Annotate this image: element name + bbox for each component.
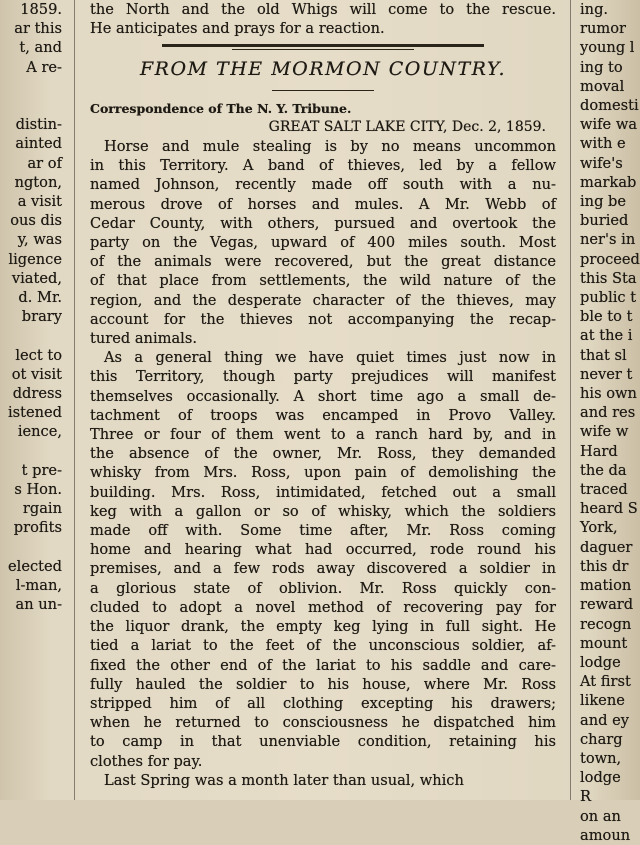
text-line: ar this [14,20,62,38]
article-body [82,137,564,790]
text-line: Three or four of them went to a ranch hard by, and in [90,426,556,444]
text-line: and ey [580,711,629,729]
text-line: rgain [22,500,62,518]
main-column [82,0,564,790]
text-line: ing. [580,1,609,18]
text-line: R [580,788,591,806]
text-line: s Hon. [14,481,62,499]
text-line [0,77,66,96]
text-line: Last Spring was a month later than usual, which [104,771,464,789]
text-line: reward [580,596,634,614]
text-line: ous dis [10,212,62,230]
text-line: with e [580,135,626,153]
text-line: ner's in [580,231,636,249]
text-line: themselves occasionally. A short time ago a small de- [90,387,556,405]
text-line: in this Territory. A band of thieves, led by a fellow [90,157,556,175]
text-line: the da [580,461,627,479]
text-line: proceed [580,250,640,268]
text-line: ainted [15,135,62,153]
text-line [0,96,66,115]
text-line: cluded to adopt a novel method of recovering pay for [90,598,556,616]
text-line: markab [580,173,637,191]
text-line: rumor [580,20,626,38]
text-line: young l [580,39,635,57]
text-line: distin- [15,116,62,134]
text-line: that sl [580,346,627,364]
text-line: elected [8,557,62,575]
correspondence-line: Correspondence of The N. Y. Tribune. [90,100,352,116]
text-line: account for the thieves not accompanying the recap- [90,310,556,328]
right-column [576,0,640,845]
text-line: town, [580,749,622,767]
text-line: ience, [17,423,62,441]
text-line: the absence of the owner, Mr. Ross, they demanded [90,445,556,463]
text-line: of the animals were recovered, but the great distance [90,253,556,271]
column-rule [74,0,75,800]
text-line: He anticipates and prays for a reaction. [90,20,385,38]
text-line: ngton, [14,173,62,191]
text-line: public t [580,289,637,307]
text-line: domesti [580,97,639,115]
text-line: whisky from Mrs. Ross, upon pain of demolishing the [90,464,556,482]
text-line: ble to t [580,308,633,326]
text-line: istened [7,404,62,422]
text-line: lect to [15,346,62,364]
text-line: on an [580,807,621,825]
text-line: moval [580,77,625,95]
paragraph [82,137,564,348]
text-line: Cedar County, with others, pursued and overtook the [90,214,556,232]
text-line: home and hearing what had occurred, rode round his [90,541,556,559]
text-line: the liquor drank, the empty keg lying in full sight. He [90,618,556,636]
text-line: d. Mr. [18,289,62,307]
text-line: l-man, [15,577,62,595]
text-line: named Johnson, recently made off south with a nu- [90,176,556,194]
text-line: amoun [580,826,631,844]
text-line: heard S [580,500,638,518]
text-line: never t [580,365,633,383]
headline-rule [272,90,374,91]
text-line: York, [580,519,618,537]
left-column [0,0,66,615]
text-line: tured animals. [90,330,197,348]
text-line: party on the Vegas, upward of 400 miles south. Most [90,234,556,252]
text-line: of that place from settlements, the wild nature of the [90,272,556,290]
text-line: and res [580,404,636,422]
text-line: merous drove of horses and mules. A Mr. Webb of [90,195,556,213]
paragraph [82,771,564,790]
text-line: ot visit [11,365,62,383]
text-line: traced [580,481,628,499]
text-line: buried [580,212,629,230]
paragraph [82,348,564,770]
text-line: an un- [15,596,62,614]
text-line: ar of [27,154,62,172]
text-line: brary [21,308,62,326]
column-rule [570,0,571,800]
intro-text [82,0,564,38]
text-line: charg [580,730,623,748]
text-line: wife w [580,423,629,441]
text-line: wife's [580,154,623,172]
text-line: at the i [580,327,633,345]
text-line: his own [580,385,637,403]
text-line: lodge [580,769,621,787]
text-line: mount [580,634,628,652]
text-line: made off with. Some time after, Mr. Ross coming [90,522,556,540]
text-line: viated, [11,269,62,287]
text-line: ing to [580,58,623,76]
text-line: keg with a gallon or so of whisky, which the soldiers [90,502,556,520]
text-line [0,326,66,345]
text-line: this dr [580,557,629,575]
text-line: this Territory, though party prejudices will manifest [90,368,556,386]
text-line: the North and the old Whigs will come to the rescue. [90,1,556,18]
text-line: y, was [17,231,62,249]
section-rule [162,44,484,47]
text-line: building. Mrs. Ross, intimidated, fetched out a small [90,483,556,501]
text-line: a glorious state of oblivion. Mr. Ross quickly con- [90,579,556,597]
text-line: when he returned to consciousness he dispatched him [90,714,556,732]
text-line: to camp in that unenviable condition, retaining his [90,733,556,751]
text-line: wife wa [580,116,638,134]
section-rule-thin [232,49,414,50]
text-line: Hard [580,442,618,460]
text-line: Horse and mule stealing is by no means uncommon [104,138,556,156]
text-line: fully hauled the soldier to his house, where Mr. Ross [90,675,556,693]
text-line: profits [13,519,62,537]
text-line: A re- [26,58,62,76]
text-line: clothes for pay. [90,752,203,770]
text-line: this Sta [580,269,637,287]
text-line [0,538,66,557]
text-line: tied a lariat to the feet of the unconscious soldier, af- [90,637,556,655]
text-line: ddress [12,385,62,403]
text-line [0,442,66,461]
text-line: a visit [17,193,62,211]
text-line: stripped him of all clothing excepting his drawers; [90,694,556,712]
text-line: region, and the desperate character of the thieves, may [90,291,556,309]
text-line: lodge [580,653,621,671]
text-line: t pre- [21,461,62,479]
text-line: 1859. [20,1,62,18]
dateline: GREAT SALT LAKE CITY, Dec. 2, 1859. [268,118,546,135]
text-line: At first [580,673,631,691]
text-line: daguer [580,538,633,556]
text-line: ligence [8,250,62,268]
text-line: tachment of troops was encamped in Provo Valley. [90,406,556,424]
text-line: fixed the other end of the lariat to his saddle and care- [90,656,556,674]
text-line: likene [580,692,625,710]
text-line: recogn [580,615,632,633]
text-line: t, and [19,39,62,57]
text-line: ing be [580,193,627,211]
text-line: premises, and a few rods away discovered a soldier in [90,560,556,578]
text-line: mation [580,577,632,595]
text-line: As a general thing we have quiet times just now in [104,349,556,367]
headline: FROM THE MORMON COUNTRY. [139,58,507,81]
